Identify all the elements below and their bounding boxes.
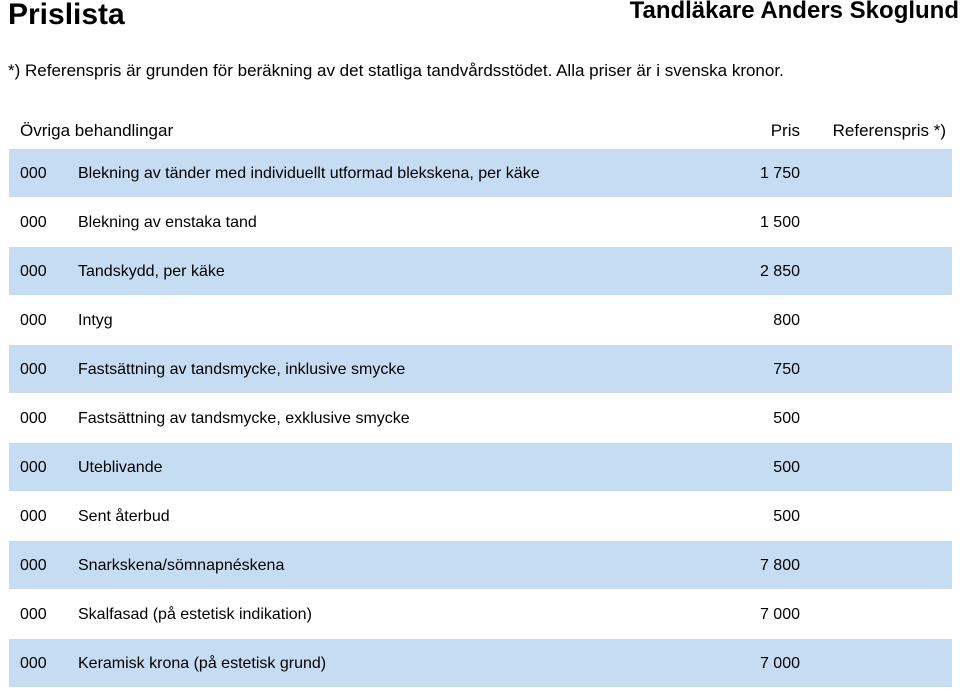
treatment-description: Blekning av tänder med individuellt utformad blekskena, per käke bbox=[78, 165, 540, 182]
treatment-price: 7 000 bbox=[759, 606, 800, 623]
treatment-code: 000 bbox=[20, 606, 47, 623]
treatment-code: 000 bbox=[20, 459, 47, 476]
treatment-description: Skalfasad (på estetisk indikation) bbox=[78, 606, 312, 623]
treatment-code: 000 bbox=[20, 312, 47, 329]
treatment-description: Snarkskena/sömnapnéskena bbox=[78, 557, 285, 574]
treatment-code: 000 bbox=[20, 557, 47, 574]
table-row bbox=[0, 198, 960, 247]
treatment-description: Fastsättning av tandsmycke, inklusive smycke bbox=[78, 361, 406, 378]
page-title: Prislista bbox=[8, 0, 125, 31]
table-row bbox=[0, 443, 960, 492]
table-row bbox=[0, 541, 960, 590]
treatment-description: Uteblivande bbox=[78, 459, 163, 476]
treatment-description: Tandskydd, per käke bbox=[78, 263, 225, 280]
treatment-price: 750 bbox=[773, 361, 800, 378]
treatment-price: 500 bbox=[773, 508, 800, 525]
treatment-code: 000 bbox=[20, 655, 47, 672]
section-header bbox=[0, 118, 960, 144]
treatment-description: Sent återbud bbox=[78, 508, 170, 525]
table-row bbox=[0, 394, 960, 443]
treatment-code: 000 bbox=[20, 263, 47, 280]
table-row bbox=[0, 345, 960, 394]
treatment-code: 000 bbox=[20, 165, 47, 182]
treatment-price: 7 000 bbox=[759, 655, 800, 672]
table-row bbox=[0, 149, 960, 198]
treatment-price: 1 750 bbox=[759, 165, 800, 182]
section-title: Övriga behandlingar bbox=[20, 121, 174, 140]
price-column-header: Pris bbox=[770, 121, 800, 140]
treatment-price: 500 bbox=[773, 459, 800, 476]
treatment-description: Fastsättning av tandsmycke, exklusive smycke bbox=[78, 410, 410, 427]
treatment-description: Keramisk krona (på estetisk grund) bbox=[78, 655, 327, 672]
table-row bbox=[0, 492, 960, 541]
treatment-code: 000 bbox=[20, 361, 47, 378]
table-row bbox=[0, 590, 960, 639]
treatment-price: 7 800 bbox=[759, 557, 800, 574]
table-row bbox=[0, 296, 960, 345]
treatment-price: 1 500 bbox=[759, 214, 800, 231]
treatment-code: 000 bbox=[20, 508, 47, 525]
price-table bbox=[0, 149, 960, 688]
table-row bbox=[0, 247, 960, 296]
clinic-name: Tandläkare Anders Skoglund bbox=[629, 0, 959, 24]
treatment-price: 500 bbox=[773, 410, 800, 427]
treatment-price: 800 bbox=[773, 312, 800, 329]
treatment-price: 2 850 bbox=[759, 263, 800, 280]
treatment-description: Blekning av enstaka tand bbox=[78, 214, 257, 231]
reference-price-note: *) Referenspris är grunden för beräkning av det statliga tandvårdsstödet. Alla priser är i svenska kronor. bbox=[8, 61, 784, 80]
treatment-code: 000 bbox=[20, 410, 47, 427]
treatment-description: Intyg bbox=[78, 312, 113, 329]
table-row bbox=[0, 639, 960, 688]
reference-price-column-header: Referenspris *) bbox=[832, 121, 946, 140]
treatment-code: 000 bbox=[20, 214, 47, 231]
